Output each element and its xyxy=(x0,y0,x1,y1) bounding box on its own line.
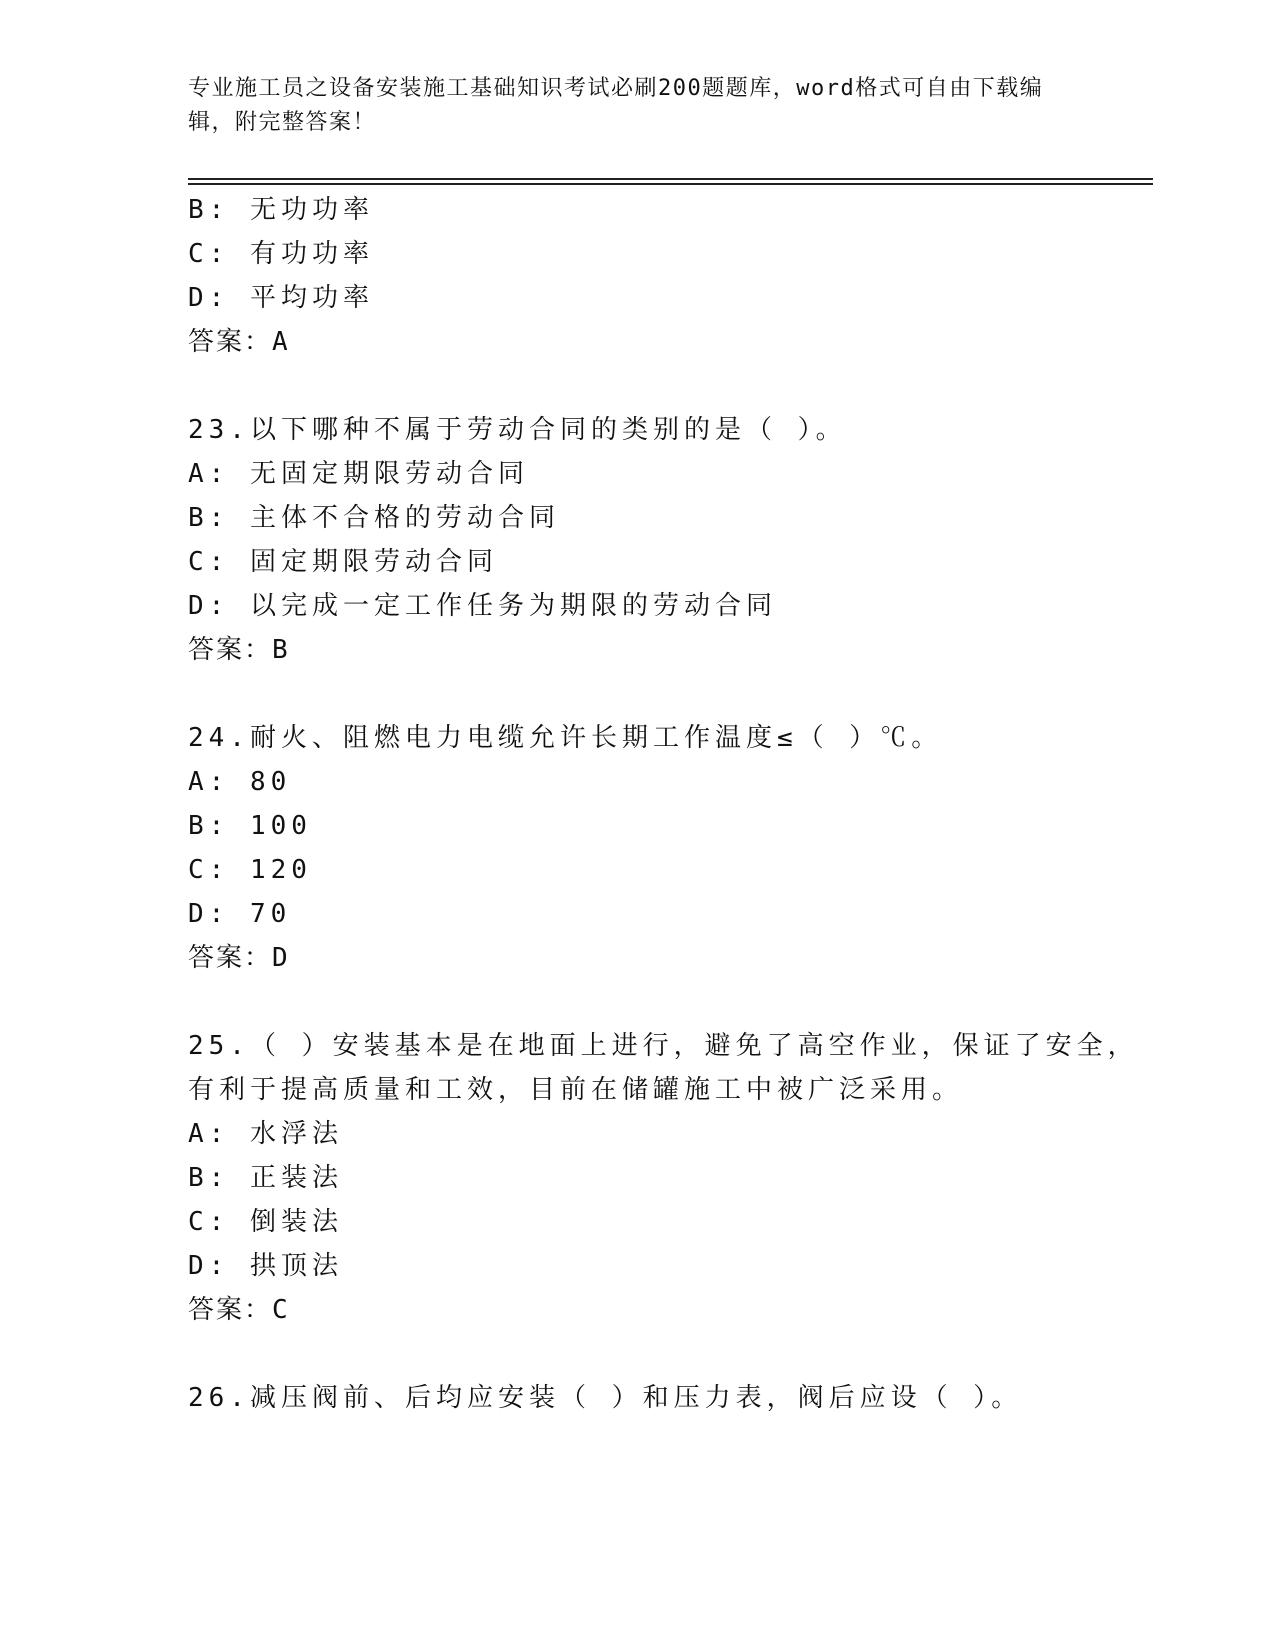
answer-label: 答案： xyxy=(188,943,273,973)
option-b: B: 无功功率 xyxy=(188,195,374,225)
answer-label: 答案： xyxy=(188,327,273,357)
answer-line xyxy=(188,1294,288,1326)
answer-key: C xyxy=(272,1295,288,1325)
question-23: 23.以下哪种不属于劳动合同的类别的是（ ）。 xyxy=(188,415,847,445)
option-c: C: 有功功率 xyxy=(188,239,374,269)
option-c: C: 倒装法 xyxy=(188,1207,343,1237)
option-c: C: 120 xyxy=(188,855,312,885)
answer-key: A xyxy=(272,327,288,357)
option-d: D: 平均功率 xyxy=(188,283,374,313)
answer-key: B xyxy=(272,635,288,665)
option-d: D: 以完成一定工作任务为期限的劳动合同 xyxy=(188,591,777,621)
option-b: B: 正装法 xyxy=(188,1163,343,1193)
answer-line xyxy=(188,942,288,974)
option-d: D: 拱顶法 xyxy=(188,1251,343,1281)
question-26: 26.减压阀前、后均应安装（ ）和压力表，阀后应设（ ）。 xyxy=(188,1383,1023,1413)
option-a: A: 80 xyxy=(188,767,292,797)
option-b: B: 主体不合格的劳动合同 xyxy=(188,503,560,533)
answer-label: 答案： xyxy=(188,635,273,665)
option-a: A: 水浮法 xyxy=(188,1119,343,1149)
answer-line xyxy=(188,326,288,358)
header-divider-bottom xyxy=(188,183,1153,185)
question-25-line-1: 25.（ ）安装基本是在地面上进行，避免了高空作业，保证了安全， xyxy=(188,1031,1139,1061)
document-title: 专业施工员之设备安装施工基础知识考试必刷200题题库，word格式可自由下载编辑，附完整答案！ xyxy=(188,76,1044,135)
answer-key: D xyxy=(272,943,288,973)
question-25-line-2: 有利于提高质量和工效，目前在储罐施工中被广泛采用。 xyxy=(188,1075,964,1105)
answer-line xyxy=(188,634,288,666)
option-a: A: 无固定期限劳动合同 xyxy=(188,459,529,489)
answer-label: 答案： xyxy=(188,1295,273,1325)
option-c: C: 固定期限劳动合同 xyxy=(188,547,498,577)
option-d: D: 70 xyxy=(188,899,292,929)
question-24: 24.耐火、阻燃电力电缆允许长期工作温度≤（ ）℃。 xyxy=(188,723,943,753)
header-divider-top xyxy=(188,178,1153,180)
option-b: B: 100 xyxy=(188,811,312,841)
